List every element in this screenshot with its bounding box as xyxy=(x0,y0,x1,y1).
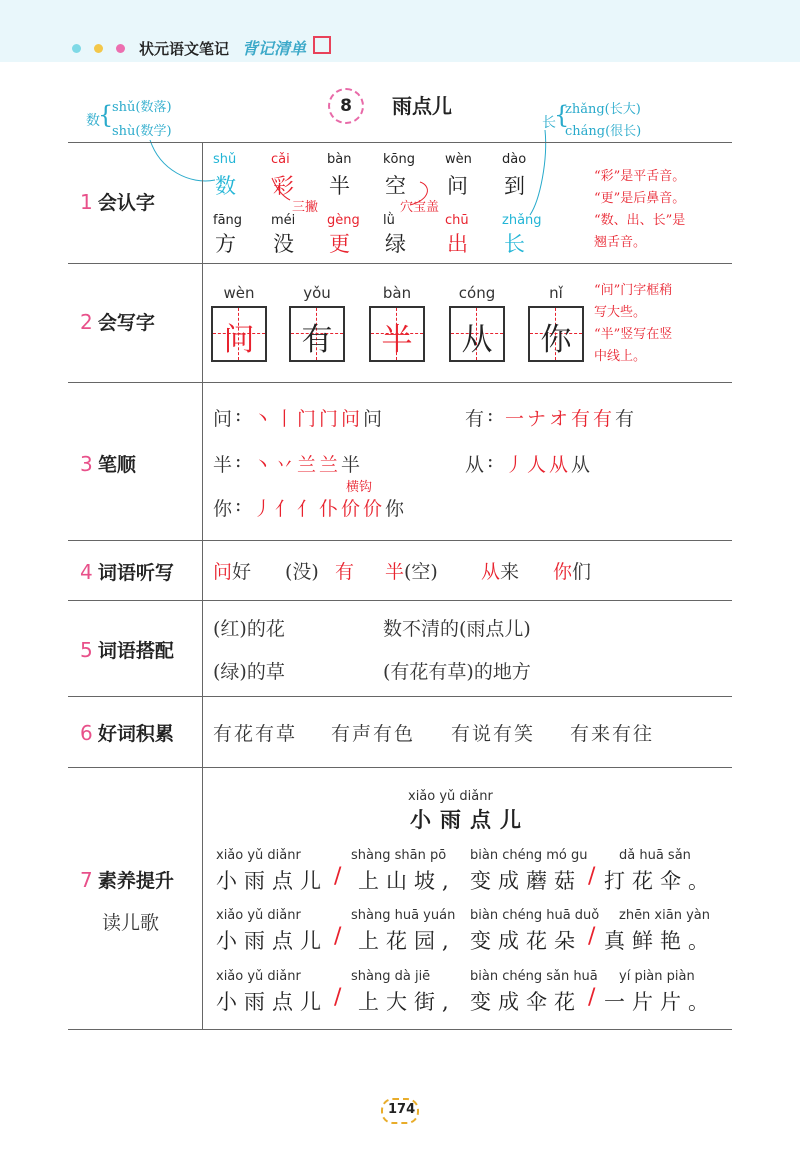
dictation-red: 半 xyxy=(385,561,405,583)
dictation-word xyxy=(481,557,519,584)
char-hanzi: 半 xyxy=(381,322,413,358)
row7-sublabel: 读儿歌 xyxy=(102,912,160,934)
poem-hanzi: 打花伞。 xyxy=(604,869,716,893)
dictation-rest: (空) xyxy=(404,561,438,583)
stroke-step: 丨 xyxy=(275,408,295,430)
writing-box xyxy=(289,306,345,362)
poem-hanzi: 小雨点儿 xyxy=(216,929,328,953)
poem-pinyin: zhēn xiān yàn xyxy=(619,908,710,923)
poem-title: 小雨点儿 xyxy=(410,808,530,832)
table-rule xyxy=(68,382,732,383)
char-hanzi: 问 xyxy=(447,174,468,198)
poem-hanzi: 一片片。 xyxy=(604,990,716,1014)
poem-hanzi: 上山坡, xyxy=(358,869,456,893)
colon: : xyxy=(235,404,242,426)
pair-3: (绿)的草 xyxy=(213,661,285,683)
stroke-step: 兰 xyxy=(297,454,317,476)
char-hanzi: 长 xyxy=(504,232,525,256)
lesson-number: 8 xyxy=(328,88,364,124)
table-rule xyxy=(68,263,732,264)
char-pinyin: cóng xyxy=(458,284,496,302)
poem-pinyin: xiǎo yǔ diǎnr xyxy=(216,908,301,923)
dictation-rest: 们 xyxy=(572,561,592,583)
char-hanzi: 你 xyxy=(540,322,572,358)
stroke-step: 有 xyxy=(615,408,635,430)
row1-notes: “彩”是平舌音。 “更”是后鼻音。 “数、出、长”是 翘舌音。 xyxy=(594,169,686,250)
pause-mark: / xyxy=(588,985,596,1010)
colon: : xyxy=(487,450,494,472)
stroke-step: 你 xyxy=(385,498,405,520)
stroke-step: 从 xyxy=(549,454,569,476)
poem-pinyin: xiǎo yǔ diǎnr xyxy=(216,848,301,863)
stroke-step: 价 xyxy=(341,498,361,520)
annotation-zhang-char: 长 xyxy=(542,115,556,131)
brace-icon: { xyxy=(98,101,114,129)
char-pinyin: dào xyxy=(502,152,527,167)
char-hanzi: 有 xyxy=(301,322,333,358)
pause-mark: / xyxy=(334,924,342,949)
stroke-step: 门 xyxy=(297,408,317,430)
row2-notes: “问”门字框稍 写大些。 “半”竖写在竖 中线上。 xyxy=(594,283,673,364)
word-1: 有花有草 xyxy=(213,723,298,745)
char-hanzi: 半 xyxy=(329,174,350,198)
annotation-xuebao: 穴宝盖 xyxy=(400,200,440,215)
stroke-step: 半 xyxy=(341,454,361,476)
pair-1: (红)的花 xyxy=(213,618,285,640)
char-pinyin: kōng xyxy=(383,152,415,167)
table-rule xyxy=(68,600,732,601)
stroke-step: オ xyxy=(549,408,569,430)
stroke-step: 一 xyxy=(505,408,525,430)
writing-box xyxy=(528,306,584,362)
stroke-char: 有 xyxy=(465,408,485,430)
poem-hanzi: 上大街, xyxy=(358,990,456,1014)
stroke-step: 问 xyxy=(363,408,383,430)
char-pinyin: lǜ xyxy=(383,213,395,228)
char-hanzi: 方 xyxy=(215,232,236,256)
dictation-word xyxy=(285,557,319,584)
char-pinyin: zhǎng xyxy=(502,213,542,228)
pause-mark: / xyxy=(588,864,596,889)
annotation-zhang2: cháng(很长) xyxy=(565,124,642,139)
char-pinyin: shǔ xyxy=(213,152,237,167)
row-header: 6 好词积累 xyxy=(80,721,174,745)
writing-box xyxy=(449,306,505,362)
char-hanzi: 数 xyxy=(215,174,236,198)
dictation-rest: 来 xyxy=(500,561,520,583)
stroke-step: 丶 xyxy=(253,454,273,476)
dictation-red: 有 xyxy=(335,561,355,583)
dictation-rest: (没) xyxy=(285,561,319,583)
pause-mark: / xyxy=(334,985,342,1010)
stroke-step: 仆 xyxy=(319,498,339,520)
poem-pinyin: shàng huā yuán xyxy=(351,908,456,923)
char-hanzi: 更 xyxy=(329,232,350,256)
poem-hanzi: 变成蘑菇 xyxy=(470,869,582,893)
poem-pinyin: dǎ huā sǎn xyxy=(619,848,691,863)
row-header: 4 词语听写 xyxy=(80,560,174,584)
char-hanzi: 没 xyxy=(273,232,294,256)
char-hanzi: 出 xyxy=(447,232,468,256)
poem-hanzi: 变成花朵 xyxy=(470,929,582,953)
row-header: 7 素养提升 xyxy=(80,868,174,892)
dictation-word xyxy=(553,557,591,584)
book-title: 状元语文笔记 xyxy=(139,40,230,58)
annotation-zhang1: zhǎng(长大) xyxy=(565,102,641,117)
char-pinyin: méi xyxy=(271,213,296,228)
stroke-step: ナ xyxy=(527,408,547,430)
char-hanzi: 绿 xyxy=(385,232,406,256)
char-pinyin: fāng xyxy=(213,213,243,228)
table-rule xyxy=(68,540,732,541)
stroke-step: 亻 xyxy=(275,498,295,520)
char-pinyin: cǎi xyxy=(271,152,290,167)
poem-pinyin: biàn chéng mó gu xyxy=(470,848,588,863)
word-2: 有声有色 xyxy=(331,723,416,745)
poem-hanzi: 变成伞花 xyxy=(470,990,582,1014)
section-tag: 背记清单 xyxy=(242,39,307,58)
char-pinyin: yǒu xyxy=(303,284,331,302)
stroke-step: 问 xyxy=(341,408,361,430)
stroke-step: 门 xyxy=(319,408,339,430)
dictation-rest: 好 xyxy=(232,561,252,583)
stroke-step: 兰 xyxy=(319,454,339,476)
char-pinyin: wèn xyxy=(223,284,255,302)
table-rule xyxy=(68,142,732,143)
dictation-red: 从 xyxy=(481,561,501,583)
row-header: 2 会写字 xyxy=(80,310,155,334)
poem-pinyin: xiǎo yǔ diǎnr xyxy=(216,969,301,984)
word-4: 有来有往 xyxy=(570,723,655,745)
word-3: 有说有笑 xyxy=(451,723,536,745)
pair-2: 数不清的(雨点儿) xyxy=(383,618,531,640)
dictation-word xyxy=(385,557,438,584)
poem-hanzi: 真鲜艳。 xyxy=(604,929,716,953)
poem-pinyin: biàn chéng huā duǒ xyxy=(470,908,600,923)
table-column-divider xyxy=(202,142,203,1029)
stroke-step: 价 xyxy=(363,498,383,520)
poem-pinyin: biàn chéng sǎn huā xyxy=(470,969,598,984)
table-rule xyxy=(68,696,732,697)
row-header: 5 词语搭配 xyxy=(80,638,174,662)
char-hanzi: 空 xyxy=(385,174,406,198)
dictation-word xyxy=(213,557,251,584)
colon: : xyxy=(235,494,242,516)
annotation-shu1: shǔ(数落) xyxy=(112,100,172,115)
poem-pinyin: shàng dà jiē xyxy=(351,969,431,984)
pause-mark: / xyxy=(334,864,342,889)
row-header: 3 笔顺 xyxy=(80,452,136,476)
brace-icon: { xyxy=(554,101,570,129)
annotation-hengou: 横钩 xyxy=(346,480,373,495)
writing-box xyxy=(369,306,425,362)
poem-pinyin: shàng shān pō xyxy=(351,848,447,863)
char-pinyin: bàn xyxy=(382,284,412,302)
pair-4: (有花有草)的地方 xyxy=(383,661,531,683)
char-pinyin: chū xyxy=(445,213,469,228)
pause-mark: / xyxy=(588,924,596,949)
dictation-red: 你 xyxy=(553,561,573,583)
poem-hanzi: 小雨点儿 xyxy=(216,869,328,893)
writing-box xyxy=(211,306,267,362)
char-pinyin: wèn xyxy=(445,152,472,167)
poem-title-pinyin: xiǎo yǔ diǎnr xyxy=(408,789,493,804)
table-rule xyxy=(68,767,732,768)
dictation-red: 问 xyxy=(213,561,233,583)
stroke-step: 丷 xyxy=(275,454,295,476)
char-pinyin: nǐ xyxy=(549,284,563,302)
stroke-char: 半 xyxy=(213,454,233,476)
dictation-word xyxy=(335,557,354,584)
stroke-step: 从 xyxy=(571,454,591,476)
stroke-step: 人 xyxy=(527,454,547,476)
colon: : xyxy=(235,450,242,472)
poem-pinyin: yí piàn piàn xyxy=(619,969,695,984)
poem-hanzi: 小雨点儿 xyxy=(216,990,328,1014)
char-hanzi: 彩 xyxy=(273,174,294,198)
page-number: 174 xyxy=(388,1102,416,1117)
stroke-char: 从 xyxy=(465,454,485,476)
stroke-step: 丶 xyxy=(253,408,273,430)
char-hanzi: 问 xyxy=(223,322,255,358)
lesson-title: 雨点儿 xyxy=(392,94,452,118)
stroke-step: 亻 xyxy=(297,498,317,520)
char-pinyin: gèng xyxy=(327,213,360,228)
stroke-char: 问 xyxy=(213,408,233,430)
colon: : xyxy=(487,404,494,426)
poem-hanzi: 上花园, xyxy=(358,929,456,953)
stroke-step: 有 xyxy=(593,408,613,430)
char-hanzi: 从 xyxy=(461,322,493,358)
row-header: 1 会认字 xyxy=(80,190,155,214)
stroke-step: 丿 xyxy=(253,498,273,520)
stroke-step: 丿 xyxy=(505,454,525,476)
stroke-step: 有 xyxy=(571,408,591,430)
annotation-shu2: shù(数学) xyxy=(112,124,172,139)
stroke-char: 你 xyxy=(213,498,233,520)
annotation-sanpie: 三撇 xyxy=(292,200,319,215)
table-rule xyxy=(68,1029,732,1030)
annotation-shu-char: 数 xyxy=(86,113,100,129)
char-pinyin: bàn xyxy=(327,152,352,167)
char-hanzi: 到 xyxy=(504,174,525,198)
